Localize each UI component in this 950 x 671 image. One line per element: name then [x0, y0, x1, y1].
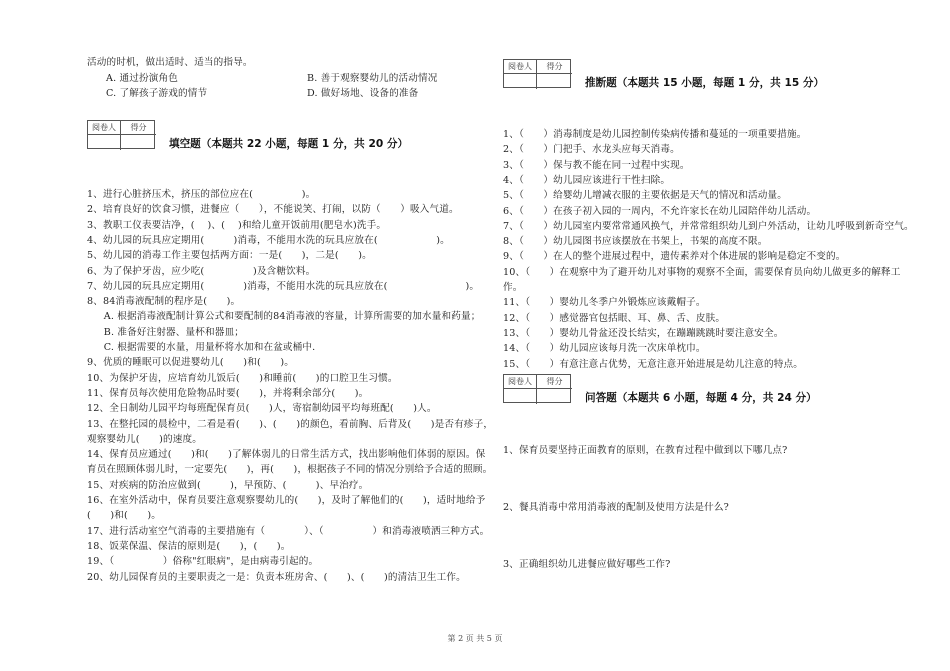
section-title-qa: 问答题（本题共 6 小题，每题 4 分，共 24 分）	[585, 392, 817, 404]
reviewer-field[interactable]	[504, 74, 537, 89]
question-item: 11、保育员每次使用危险物品时要( )，并将剩余部分( )。	[87, 387, 369, 399]
question-item: 12、（ ）感觉器官包括眼、耳、鼻、舌、皮肤。	[503, 312, 726, 324]
score-label: 得分	[537, 375, 572, 389]
score-box-judgment	[503, 59, 571, 88]
reviewer-field[interactable]	[88, 135, 121, 150]
score-field[interactable]	[537, 389, 572, 404]
question-item: 18、饭菜保温、保洁的原则是( )，( )。	[87, 540, 291, 552]
question-sub-option: C. 根据需要的水量，用量杯将水加和在盆或桶中.	[94, 342, 316, 353]
question-sub-option: B. 准备好注射器、量杯和器皿；	[94, 326, 245, 338]
question-item: 16、在室外活动中，保育员要注意观察婴幼儿的( )，及时了解他们的( )，适时地给予	[87, 495, 486, 506]
question-item: 8、（ ）幼儿园图书应该摆放在书架上，书架的高度不限。	[503, 236, 768, 248]
question-item: 7、（ ）幼儿园室内要常常通风换气，并常常组织幼儿到户外活动，让幼儿呼吸到新奇空气。	[503, 220, 914, 232]
question-item: 9、优质的睡眠可以促进婴幼儿( )和( )。	[87, 357, 294, 369]
question-item: 8、84消毒液配制的程序是( )。	[87, 296, 241, 308]
question-item: 14、（ ）幼儿园应该每月洗一次床单枕巾。	[503, 343, 706, 355]
reviewer-field[interactable]	[504, 389, 537, 404]
score-label: 得分	[121, 121, 156, 135]
option-a: A. 通过扮演角色	[106, 73, 178, 84]
reviewer-label: 阅卷人	[504, 375, 537, 389]
question-item: 3、（ ）保与教不能在同一过程中实现。	[503, 159, 690, 171]
question-item: 3、正确组织幼儿进餐应做好哪些工作?	[503, 559, 671, 570]
question-item: 2、餐具消毒中常用消毒液的配制及使用方法是什么?	[503, 502, 729, 513]
question-item: 10、为保护牙齿，应培育幼儿饭后( )和睡前( )的口腔卫生习惯。	[87, 372, 398, 384]
question-item: 10、（ ）在观察中为了避开幼儿对事物的观察不全面，需要保育员向幼儿做更多的解释工	[503, 266, 901, 278]
question-item: 19、（ ）俗称"红眼病"，是由病毒引起的。	[87, 556, 319, 568]
question-item: 1、保育员要坚持正面教育的原则，在教育过程中做到以下哪几点?	[503, 445, 788, 456]
question-item: 3、教职工仪表要洁净，( )、( )和给儿童开饭前用(肥皂水)洗手。	[87, 219, 387, 231]
question-item: 13、在整托园的晨检中，二看是看( )、( )的颜色，看前胸、后背及( )是否有疹子，	[87, 418, 494, 430]
option-c: C. 了解孩子游戏的情节	[106, 88, 208, 99]
question-item: 13、（ ）婴幼儿骨盆还没长结实，在蹦蹦跳跳时要注意安全。	[503, 327, 784, 339]
question-item: 1、进行心脏挤压术，挤压的部位应在( )。	[87, 189, 316, 200]
option-d: D. 做好场地、设备的准备	[307, 88, 419, 99]
question-item: 7、幼儿园的玩具应定期用( )消毒，不能用水洗的玩具应放在( )。	[87, 280, 480, 292]
option-b: B. 善于观察婴幼儿的活动情况	[307, 73, 438, 84]
question-item: 2、（ ）门把手、水龙头应每天消毒。	[503, 144, 680, 156]
question-item: 5、幼儿园的消毒工作主要包括两方面：一是( )，二是( )。	[87, 250, 372, 262]
question-item: 17、进行活动室空气消毒的主要措施有（ ）、（ ）和消毒液喷洒三种方式。	[87, 525, 490, 537]
reviewer-label: 阅卷人	[88, 121, 121, 135]
question-item: 11、（ ）婴幼儿冬季户外锻炼应该戴帽子。	[503, 297, 706, 309]
score-field[interactable]	[121, 135, 156, 150]
section-title-judgment: 推断题（本题共 15 小题，每题 1 分，共 15 分）	[585, 77, 825, 89]
question-item: 9、（ ）在人的整个进展过程中，遗传素养对个体进展的影响是稳定不变的。	[503, 251, 846, 263]
page-indicator: 第 2 页 共 5 页	[447, 634, 503, 643]
question-item: 20、幼儿园保育员的主要职责之一是：负责本班房舍、( )、( )的清洁卫生工作。	[87, 571, 466, 583]
question-item: 6、为了保护牙齿，应少吃( )及含糖饮料。	[87, 265, 316, 277]
question-item: 15、（ ）有意注意占优势，无意注意开始进展是幼儿注意的特点。	[503, 358, 804, 370]
question-item: 2、培育良好的饮食习惯，进餐应（ ），不能说笑、打闹，以防（ ）吸入气道。	[87, 204, 459, 216]
section-title-fill-blank: 填空题（本题共 22 小题，每题 1 分，共 20 分）	[169, 138, 409, 150]
score-box-fill-blank	[87, 120, 155, 149]
question-item: 15、对疾病的防治应做到( )，早预防、( )、早治疗。	[87, 479, 369, 491]
question-item-continuation: ( )和( )。	[87, 510, 162, 522]
question-item: 5、（ ）给婴幼儿增减衣服的主要依据是天气的情况和活动量。	[503, 190, 788, 202]
score-box-qa	[503, 374, 571, 403]
question-item: 14、保育员应通过( )和( )了解体弱儿的日常生活方式，找出影响他们体弱的原因。保	[87, 449, 486, 461]
question-continuation: 活动的时机，做出适时、适当的指导。	[87, 57, 253, 68]
question-item: 4、（ ）幼儿园应该进行干性扫除。	[503, 174, 671, 186]
score-label: 得分	[537, 60, 572, 74]
question-item: 1、（ ）消毒制度是幼儿园控制传染病传播和蔓延的一项重要措施。	[503, 129, 807, 140]
question-item: 6、（ ）在孩子初入园的一周内，不允许家长在幼儿园陪伴幼儿活动。	[503, 205, 817, 217]
reviewer-label: 阅卷人	[504, 60, 537, 74]
question-item-continuation: 作。	[503, 282, 523, 293]
score-field[interactable]	[537, 74, 572, 89]
question-item-continuation: 育员在照顾体弱儿时，一定要先( )，再( )，根据孩子不同的情况分别给予合适的照顾。	[87, 464, 493, 476]
question-item-continuation: 观察婴幼儿( )的速度。	[87, 433, 202, 445]
question-item: 4、幼儿园的玩具应定期用( )消毒，不能用水洗的玩具应放在( )。	[87, 234, 450, 246]
question-sub-option: A. 根据消毒液配制计算公式和要配制的84消毒液的容量，计算所需要的加水量和药量；	[94, 311, 481, 323]
question-item: 12、全日制幼儿园平均每班配保育员( )人，寄宿制幼园平均每班配( )人。	[87, 403, 437, 415]
